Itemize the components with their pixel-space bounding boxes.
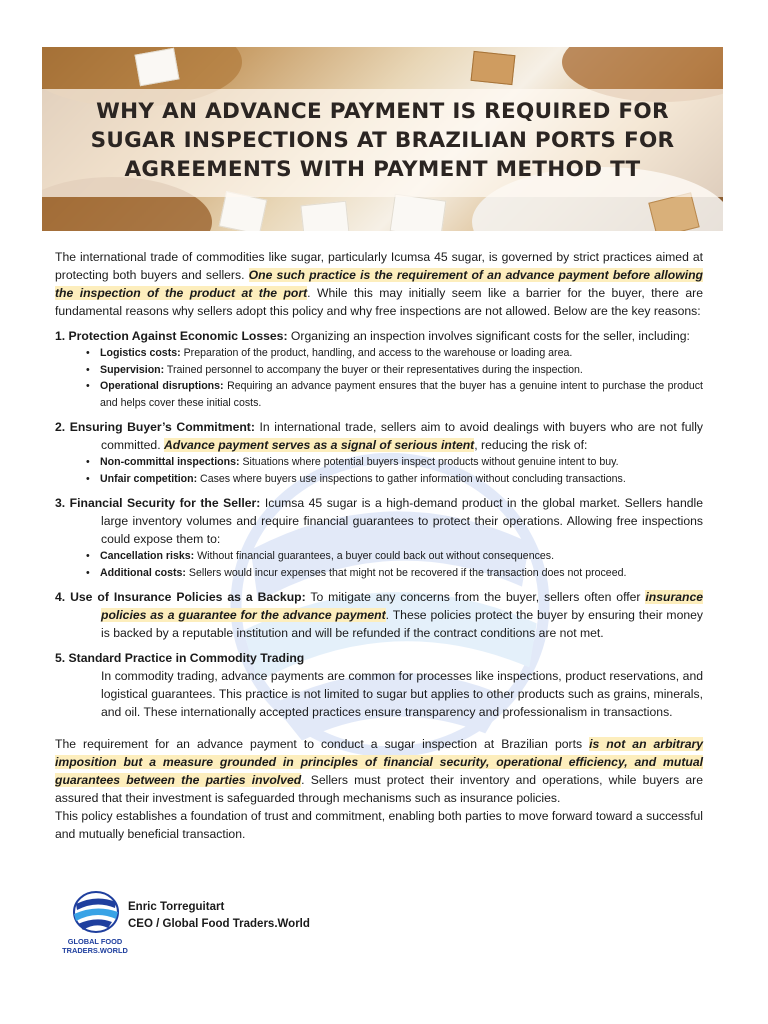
section-2-text: 2. Ensuring Buyer’s Commitment: In international trade, sellers aim to avoid dealings with buyers who are not fully committed. Advance payment serves as a signal of serious intent, reducing the risk of: [55, 420, 703, 452]
section-2-bullets [55, 454, 703, 487]
list-item: • Cancellation risks: Without financial guarantees, a buyer could back out without consequences. [86, 550, 555, 562]
page-title [42, 97, 723, 184]
section-1-text [55, 327, 703, 345]
intro-paragraph [55, 248, 703, 320]
section-3-heading: 3. Financial Security for the Seller: [55, 496, 261, 510]
intro-text-cont: . While this may initially seem like a barrier for the buyer, there are fundamental reasons why sellers adopt this policy and why free inspections are not allowed. Below are the key reasons: [55, 286, 703, 318]
article-body [55, 248, 703, 843]
list-item: • Additional costs: Sellers would incur expenses that might not be recovered if the transaction does not proceed. [86, 566, 627, 579]
conclusion-highlight: is not an arbitrary imposition but a measure grounded in principles of financial security, operational efficiency, and mutual guarantees between the parties involved [55, 737, 703, 787]
logo-line-1: GLOBAL FOOD [67, 937, 123, 946]
logo-text [50, 937, 140, 955]
section-1-body: Organizing an inspection involves significant costs for the seller, including: [287, 329, 690, 343]
conclusion-paragraph: The requirement for an advance payment to conduct a sugar inspection at Brazilian ports is not an arbitrary imposition but a measure grounded in principles of financial security, operational efficiency, and mutual guarantees between the parties involved. Sellers must protect their inventory and operations, while buyers are assured that their investment is safeguarded through mechanisms such as insurance policies. [55, 737, 703, 805]
section-2-highlight: Advance payment serves as a signal of serious intent [164, 438, 475, 452]
header-banner [42, 47, 723, 231]
author-name: Enric Torreguitart [128, 901, 225, 913]
section-1-bullets [55, 345, 703, 411]
intro-text: The international trade of commodities like sugar, particularly Icumsa 45 sugar, is governed by strict practices aimed at protecting both buyers and sellers. [55, 250, 703, 282]
section-2 [55, 418, 703, 487]
logo-line-2: TRADERS.WORLD [62, 946, 128, 955]
section-5 [55, 649, 703, 721]
section-3 [55, 494, 703, 581]
title-line-2: SUGAR INSPECTIONS AT BRAZILIAN PORTS FOR [90, 128, 675, 153]
section-4-highlight: insurance policies as a guarantee for the advance payment [101, 590, 703, 622]
list-item: • Non-committal inspections: Situations where potential buyers inspect products without genuine intent to buy. [86, 456, 619, 468]
final-paragraph: This policy establishes a foundation of trust and commitment, enabling both parties to move forward toward a successful and mutually beneficial transaction. [55, 809, 703, 841]
section-3-text: 3. Financial Security for the Seller: Icumsa 45 sugar is a high-demand product in the global market. Sellers handle large inventory volumes and require financial guarantees to protect their operations. Allowing free inspections could expose them to: [55, 496, 703, 546]
section-3-bullets [55, 548, 703, 581]
section-4-heading: 4. Use of Insurance Policies as a Backup: [55, 590, 306, 604]
title-line-3: AGREEMENTS WITH PAYMENT METHOD TT [124, 157, 641, 182]
signature-block [128, 899, 310, 933]
list-item: • Unfair competition: Cases where buyers use inspections to gather information without concluding transactions. [86, 472, 626, 485]
list-item: • Logistics costs: Preparation of the product, handling, and access to the warehouse or loading area. [86, 347, 573, 359]
list-item: • Operational disruptions: Requiring an advance payment ensures that the buyer has a genuine intent to purchase the product and helps cover these initial costs. [86, 380, 704, 409]
section-5-body: In commodity trading, advance payments are common for processes like inspections, product reservations, and logistical guarantees. This practice is not limited to sugar but applies to other products such as grains, minerals, and oil. These internationally accepted practices ensure transparency and professionalism in transactions. [101, 669, 703, 719]
list-item: • Supervision: Trained personnel to accompany the buyer or their representatives during the inspection. [86, 363, 583, 376]
section-2-heading: 2. Ensuring Buyer’s Commitment: [55, 420, 255, 434]
section-4-text: 4. Use of Insurance Policies as a Backup: To mitigate any concerns from the buyer, sellers often offer insurance policies as a guarantee for the advance payment. These policies protect the buyer by ensuring their money is backed by a reputable institution and will be refunded if the contract conditions are not met. [55, 590, 703, 640]
author-role: CEO / Global Food Traders.World [128, 918, 310, 930]
title-line-1: WHY AN ADVANCE PAYMENT IS REQUIRED FOR [96, 99, 669, 124]
section-4 [55, 588, 703, 642]
intro-highlight: One such practice is the requirement of an advance payment before allowing the inspection of the product at the port [55, 268, 703, 300]
section-5-heading: 5. Standard Practice in Commodity Trading [55, 651, 305, 665]
section-1-heading: 1. Protection Against Economic Losses: [55, 329, 288, 343]
section-1 [55, 327, 703, 411]
